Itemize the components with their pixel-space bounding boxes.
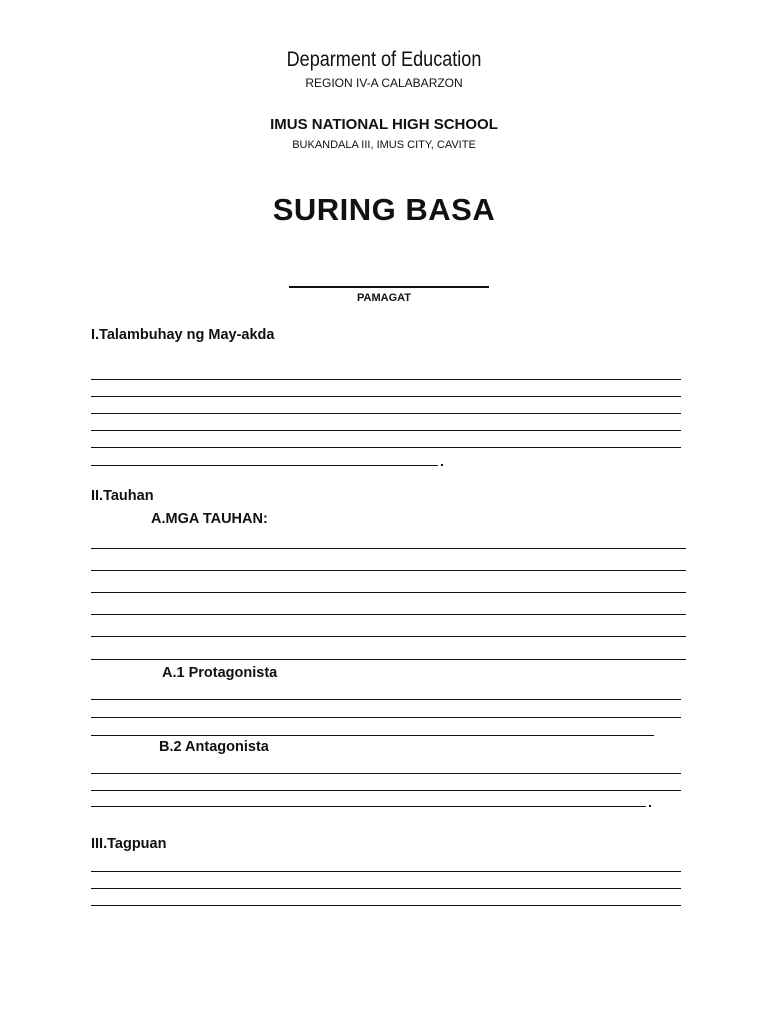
answer-line[interactable] xyxy=(91,465,438,466)
period-mark xyxy=(441,464,443,466)
answer-line[interactable] xyxy=(91,379,681,380)
mga-tauhan-heading: A.MGA TAUHAN: xyxy=(151,511,268,527)
answer-line[interactable] xyxy=(91,548,686,549)
answer-line[interactable] xyxy=(91,413,681,414)
section-tauhan-heading: II.Tauhan xyxy=(91,488,154,504)
answer-line[interactable] xyxy=(91,790,681,791)
department-name: Deparment of Education xyxy=(286,48,482,71)
answer-line[interactable] xyxy=(91,806,646,807)
title-blank-line[interactable] xyxy=(289,286,489,288)
answer-line[interactable] xyxy=(91,717,681,718)
title-caption: PAMAGAT xyxy=(357,292,411,304)
answer-line[interactable] xyxy=(91,430,681,431)
answer-line[interactable] xyxy=(91,888,681,889)
answer-line[interactable] xyxy=(91,735,654,736)
answer-line[interactable] xyxy=(91,659,686,660)
region-label: REGION IV-A CALABARZON xyxy=(305,76,463,90)
protagonista-heading: A.1 Protagonista xyxy=(162,665,278,681)
answer-line[interactable] xyxy=(91,905,681,906)
answer-line[interactable] xyxy=(91,699,681,700)
answer-line[interactable] xyxy=(91,773,681,774)
page-title: SURING BASA xyxy=(272,192,496,227)
answer-line[interactable] xyxy=(91,396,681,397)
answer-line[interactable] xyxy=(91,447,681,448)
answer-line[interactable] xyxy=(91,570,686,571)
section-tagpuan-heading: III.Tagpuan xyxy=(91,836,167,852)
section-talambuhay-heading: I.Talambuhay ng May-akda xyxy=(91,327,275,343)
period-mark xyxy=(649,805,651,807)
school-address: BUKANDALA III, IMUS CITY, CAVITE xyxy=(292,139,476,151)
answer-line[interactable] xyxy=(91,871,681,872)
answer-line[interactable] xyxy=(91,614,686,615)
school-name: IMUS NATIONAL HIGH SCHOOL xyxy=(270,116,498,133)
antagonista-heading: B.2 Antagonista xyxy=(159,739,269,755)
answer-line[interactable] xyxy=(91,592,686,593)
answer-line[interactable] xyxy=(91,636,686,637)
